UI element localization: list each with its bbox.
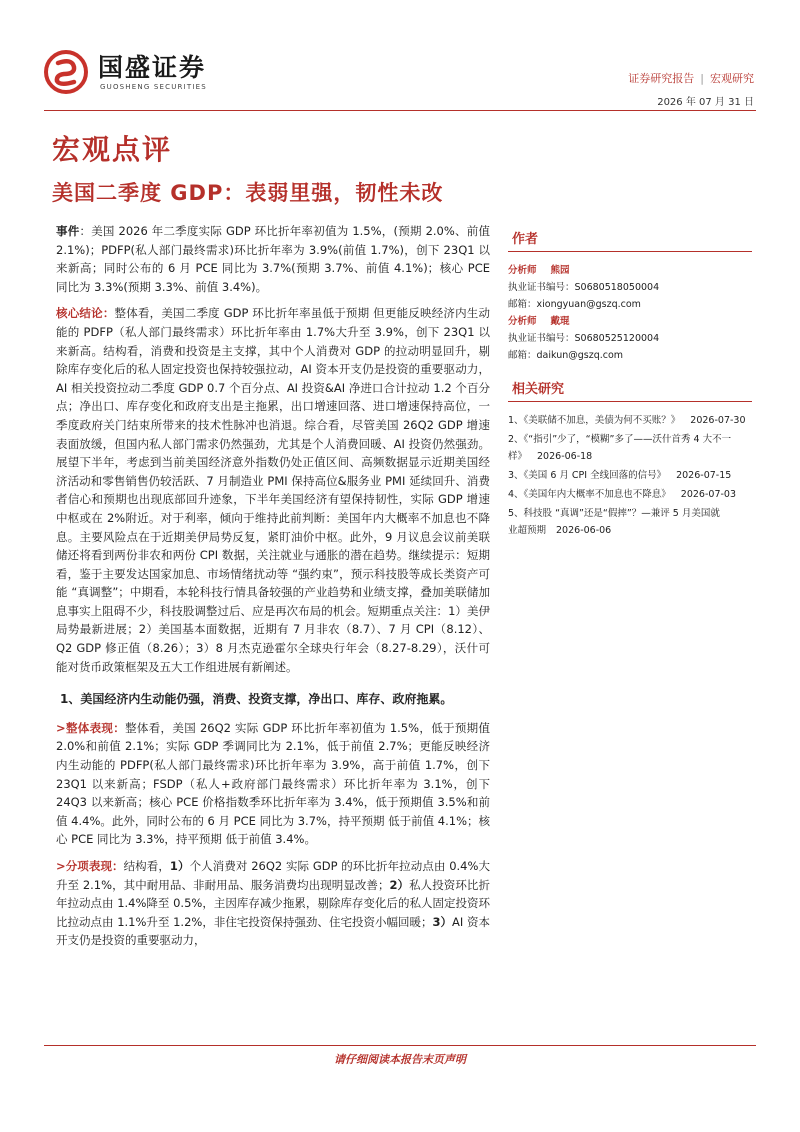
overall-label: >整体表现： — [56, 720, 126, 735]
analyst-name: 熊园 — [550, 265, 570, 276]
analyst-role: 分析师 — [508, 265, 537, 276]
analyst-role: 分析师 — [508, 316, 537, 327]
guosheng-logo-icon — [44, 50, 88, 94]
conclusion-paragraph — [56, 304, 490, 676]
related-report-link[interactable] — [508, 486, 752, 503]
breakdown-num-2: 2） — [389, 877, 410, 892]
breakdown-text-c: 私人投资环比折年拉动点由 1.4%降至 0.5%，主因库存减少拖累，剔除库存变化后的私人固定投资环比拉动点由 1.1%升至 1.2%，非住宅投资保持强劲、住宅投资小幅回暖； — [56, 877, 490, 929]
subcategory-label: 宏观研究 — [710, 72, 754, 85]
related-report-link[interactable] — [508, 467, 752, 484]
cert-label: 执业证书编号： — [508, 333, 575, 344]
related-report-date: 2026-06-06 — [556, 525, 612, 536]
company-logo — [44, 50, 284, 96]
email-label: 邮箱： — [508, 299, 537, 310]
analyst-email-link[interactable]: daikun@gszq.com — [536, 350, 624, 361]
email-label: 邮箱： — [508, 350, 537, 361]
logo-english-name: GUOSHENG SECURITIES — [100, 83, 207, 91]
related-report-title: 4、《美国年内大概率不加息也不降息》 — [508, 489, 671, 500]
related-report-link[interactable] — [508, 431, 752, 465]
sidebar — [508, 226, 752, 541]
related-report-title: 5、科技股 “真调”还是“假摔”？—兼评 5 月美国就 — [508, 508, 720, 519]
analyst-block — [508, 313, 752, 364]
cert-number: S0680525120004 — [574, 333, 660, 344]
footer-disclaimer: 请仔细阅读本报告末页声明 — [334, 1053, 466, 1066]
related-report-title: 1、《美联储不加息，美债为何不买账？》 — [508, 415, 681, 426]
breakdown-text-a: 结构看， — [123, 859, 170, 873]
analyst-email-link[interactable]: xiongyuan@gszq.com — [536, 299, 641, 310]
related-report-date: 2026-07-30 — [690, 415, 746, 426]
cert-label: 执业证书编号： — [508, 282, 575, 293]
related-report-date: 2026-07-03 — [680, 489, 737, 500]
breakdown-label: >分项表现： — [56, 859, 124, 873]
conclusion-label: 核心结论： — [56, 306, 115, 321]
breakdown-text-b: 个人消费对 26Q2 实际 GDP 的环比折年拉动点由 0.4%大升至 2.1%，其中耐用品、非耐用品、服务消费均出现明显改善； — [56, 859, 490, 892]
section-heading: 1、美国经济内生动能仍强，消费、投资支撑，净出口、库存、政府拖累。 — [60, 692, 453, 707]
analyst-block — [508, 262, 752, 313]
related-report-date: 2026-07-15 — [676, 470, 732, 481]
main-content — [56, 222, 490, 958]
event-paragraph — [56, 222, 490, 296]
related-report-link[interactable] — [508, 505, 752, 539]
footer-divider — [44, 1045, 756, 1046]
related-report-date: 2026-06-18 — [537, 451, 593, 462]
header-divider — [44, 110, 756, 111]
authors-heading: 作者 — [508, 226, 752, 252]
overall-text: 整体看，美国 26Q2 实际 GDP 环比折年率初值为 1.5%，低于预期值 2.0%和前值 2.1%；实际 GDP 季调同比为 2.1%，低于前值 2.7%；更能反映经济内生动能的 PDFP(私人部门最终需求)环比折年率为 3.9%，高于前值 1.7%，创下 23Q1 以来新高；FSDP（私人+政府部门最终需求）环比折年率为 3.1%，创下 24Q3 以来新高；核心 PCE 价格指数季环比折年率为 3.4%，低于预期值 3.5%和前值 4.4%。此外，同时公布的 6 月 PCE 同比为 3.7%，持平预期 低于前值 4.1%；核心 PCE 同比为 3.3%，持平预期 低于前值 3.4%。 — [56, 720, 490, 847]
logo-chinese-name: 国盛证券 — [98, 53, 207, 82]
event-text: ：美国 2026 年二季度实际 GDP 环比折年率初值为 1.5%，(预期 2.0%、前值 2.1%)；PDFP(私人部门最终需求)环比折年率为 3.9%(前值 1.7%)，创下 23Q1 以来新高；同时公布的 6 月 PCE 同比为 3.7%(预期 3.7%、前值 4.1%)；核心 PCE 同比为 3.3%(预期 3.3%、前值 3.4%)。 — [56, 224, 490, 294]
breakdown-text-d: AI 资本开支仍是投资的重要驱动力， — [56, 914, 490, 948]
overall-paragraph — [56, 719, 490, 849]
related-report-title: 3、《美国 6 月 CPI 全线回落的信号》 — [508, 470, 667, 481]
report-type: 宏观点评 — [52, 133, 173, 166]
analyst-name: 戴琨 — [550, 316, 570, 327]
cert-number: S0680518050004 — [574, 282, 660, 293]
report-title: 美国二季度 GDP：表弱里强，韧性未改 — [52, 181, 444, 205]
related-report-title-cont: 业超预期 — [508, 525, 547, 536]
breakdown-num-3: 3） — [432, 914, 453, 929]
breakdown-paragraph — [56, 857, 490, 950]
category-label: 证券研究报告 — [628, 72, 695, 85]
report-date: 2026 年 07 月 31 日 — [657, 97, 754, 108]
report-category — [628, 70, 754, 86]
category-separator: | — [700, 72, 704, 85]
related-report-link[interactable] — [508, 412, 752, 429]
related-research-heading: 相关研究 — [508, 376, 752, 402]
related-report-title-cont: 样》 — [508, 451, 528, 462]
related-report-title: 2、《“指引”少了，“模糊”多了——沃什首秀 4 大不一 — [508, 434, 732, 445]
related-research-list — [508, 412, 752, 539]
event-label: 事件 — [56, 224, 80, 238]
breakdown-num-1: 1） — [169, 859, 190, 873]
conclusion-text: 整体看，美国二季度 GDP 环比折年率虽低于预期 但更能反映经济内生动能的 PDFP（私人部门最终需求）环比折年率由 1.7%大升至 3.9%，创下 23Q1 以来新高。结构看，消费和投资是主支撑，其中个人消费对 GDP 的拉动明显回升，剔除库存变化后的私人固定投资也保持较强拉动，AI 资本开支仍是投资的重要驱动力，AI 相关投资拉动二季度 GDP 0.7 个百分点、AI 投资&AI 净进口合计拉动 1.2 个百分点；净出口、库存变化和政府支出是主拖累，出口增速回落、进口增速保持高位，一季度政府关门结束所带来的技术性脉冲也消退。综合看，尽管美国 26Q2 GDP 增速表面放缓，但国内私人部门需求仍然强劲，尤其是个人消费回暖、AI 投资仍然强劲。展望下半年，考虑到当前美国经济意外指数仍处正值区间、高频数据显示近期美国经济活动和零售销售仍较活跃、7 月制造业 PMI 保持高位&服务业 PMI 延续回升、消费者信心和预期也出现底部回升迹象，下半年美国经济有望保持韧性，实际 GDP 增速中枢或在 2%附近。对于利率，倾向于维持此前判断：美国年内大概率不加息也不降息。主要风险点在于近期美伊局势反复，紧盯油价中枢。此外，9 月议息会议前美联储还将看到两份非农和两份 CPI 数据，关注就业与通胀的潜在趋势。继续提示：短期看，鉴于主要发达国家加息、市场情绪扰动等 “强约束”，预示科技股等成长类资产可能 “真调整”；中期看，本轮科技行情具备较强的产业趋势和业绩支撑，叠加美联储加息事实上阻碍不少，科技股调整过后、应是再次布局的机会。短期重点关注：1）美伊局势最新进展；2）美国基本面数据，近期有 7 月非农（8.7）、7 月 CPI（8.12）、Q2 GDP 修正值（8.26）；3）8 月杰克逊霍尔全球央行年会（8.27-8.29），沃什可能对货币政策框架及五大工作组进展有新阐述。 — [56, 306, 491, 674]
